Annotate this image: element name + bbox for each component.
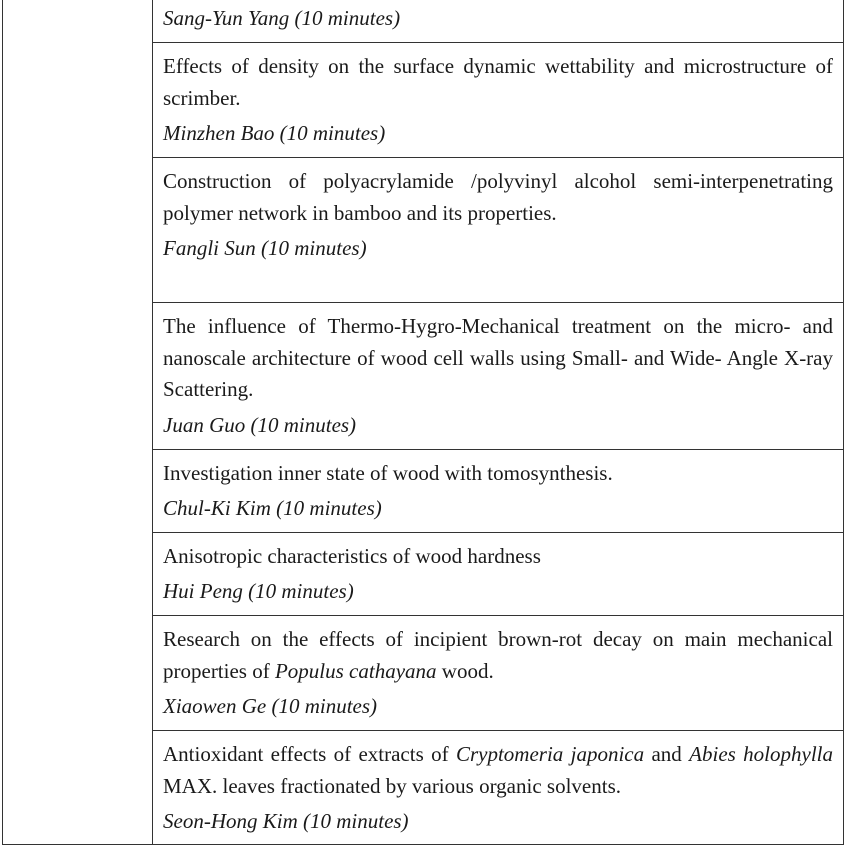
talk-author: Hui Peng (10 minutes) bbox=[163, 578, 354, 603]
title-text: Research on the effects of incipient brown-rot decay on main mechanical properties of bbox=[163, 627, 833, 683]
talk-title: Investigation inner state of wood with tomosynthesis. bbox=[163, 461, 613, 485]
species-name: Cryptomeria japonica bbox=[455, 742, 645, 766]
species-name: Abies holophylla bbox=[689, 742, 833, 766]
talk-title: Effects of density on the surface dynamic wettability and microstructure of scrimber. bbox=[163, 54, 833, 110]
talk-row bbox=[152, 302, 843, 448]
title-text: and bbox=[644, 742, 690, 766]
session-column bbox=[2, 0, 153, 845]
talk-row bbox=[152, 615, 843, 730]
talk-row bbox=[152, 532, 843, 615]
talk-author: Chul-Ki Kim (10 minutes) bbox=[163, 495, 382, 520]
talk-title: The influence of Thermo-Hygro-Mechanical treatment on the micro- and nanoscale architecture of wood cell walls using Small- and Wide- Angle X-ray Scattering. bbox=[163, 314, 833, 401]
title-text: Antioxidant effects of extracts of bbox=[163, 742, 456, 766]
talk-author: Xiaowen Ge (10 minutes) bbox=[163, 694, 378, 718]
talk-row bbox=[152, 730, 843, 845]
talk-row bbox=[152, 3, 843, 42]
talk-title: Construction of polyacrylamide /polyvinyl alcohol semi-interpenetrating polymer network in bamboo and its properties. bbox=[163, 169, 833, 225]
species-name: Populus cathayana bbox=[274, 658, 437, 683]
talk-author: Fangli Sun (10 minutes) bbox=[163, 236, 367, 260]
talk-title bbox=[163, 739, 833, 802]
talk-author: Juan Guo (10 minutes) bbox=[163, 412, 357, 437]
talk-author: Seon-Hong Kim (10 minutes) bbox=[163, 809, 409, 833]
talks-column bbox=[152, 0, 844, 845]
talk-author: Minzhen Bao (10 minutes) bbox=[163, 121, 386, 145]
talk-title bbox=[163, 624, 833, 687]
title-text: MAX. leaves fractionated by various organic solvents. bbox=[163, 773, 621, 798]
talk-row bbox=[152, 157, 843, 298]
talk-row bbox=[152, 449, 843, 532]
talk-author: Sang-Yun Yang (10 minutes) bbox=[163, 6, 401, 30]
talk-row bbox=[152, 42, 843, 152]
title-text: wood. bbox=[436, 658, 494, 683]
talk-title: Anisotropic characteristics of wood hardness bbox=[163, 544, 541, 568]
